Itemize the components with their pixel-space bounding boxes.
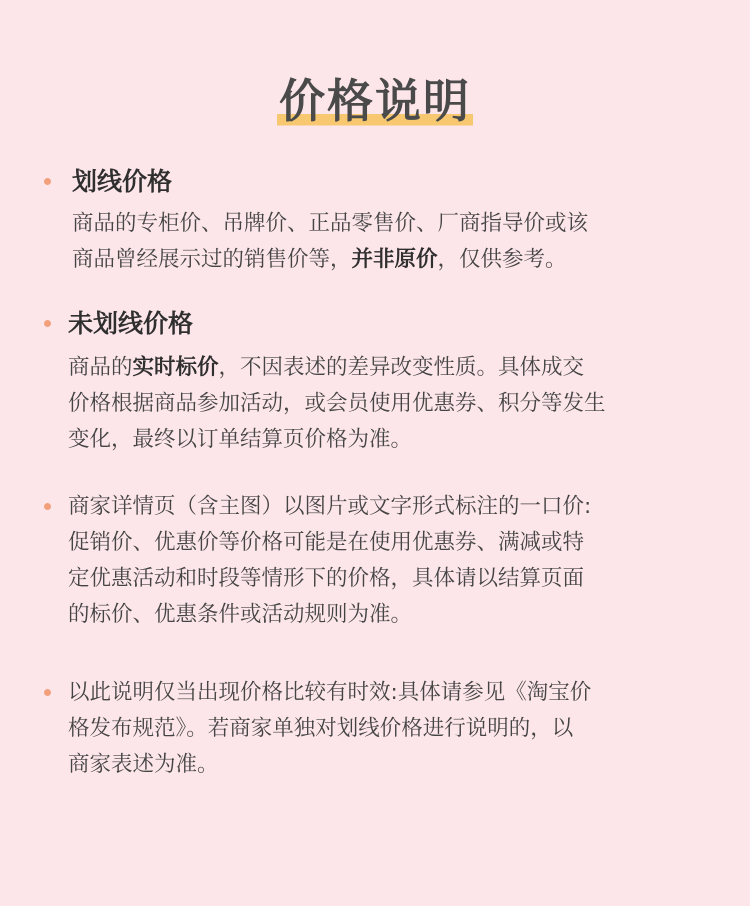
text-run: ，仅供参考。 [437,247,567,272]
section-body [68,350,606,458]
body-line: 促销价、优惠价等价格可能是在使用优惠券、满减或特 [68,530,585,555]
section-heading: 划线价格 [72,167,173,196]
body-line: 商品的专柜价、吊牌价、正品零售价、厂商指导价或该 [72,211,589,236]
page-title: 价格说明 [279,74,471,128]
body-line: 以此说明仅当出现价格比较有时效:具体请参见《淘宝价 [68,680,592,705]
bullet-dot [44,320,51,327]
text-run: 商品的 [68,355,133,380]
text-run: ，不因表述的差异改变性质。具体成交 [218,355,585,380]
text-run: 商品曾经展示过的销售价等， [72,247,352,272]
body-line: 商家详情页（含主图）以图片或文字形式标注的一口价: [68,494,592,519]
body-line: 的标价、优惠条件或活动规则为准。 [68,602,413,627]
bullet-dot [44,503,51,510]
title-wrap [0,72,750,130]
emphasis-text: 实时标价 [132,355,219,380]
section-body [72,206,588,278]
body-line [72,242,588,278]
section-body [68,489,591,633]
bullet-dot [44,178,51,185]
body-line: 商家表述为准。 [68,752,219,777]
bullet-dot [44,689,51,696]
body-line: 格发布规范》。若商家单独对划线价格进行说明的，以 [68,716,574,741]
body-line: 变化，最终以订单结算页价格为准。 [68,427,413,452]
section-heading: 未划线价格 [68,309,194,338]
body-line: 定优惠活动和时段等情形下的价格，具体请以结算页面 [68,566,585,591]
emphasis-text: 并非原价 [351,247,438,272]
body-line [68,350,606,386]
body-line: 价格根据商品参加活动，或会员使用优惠券、积分等发生 [68,391,606,416]
section-body [68,675,591,783]
